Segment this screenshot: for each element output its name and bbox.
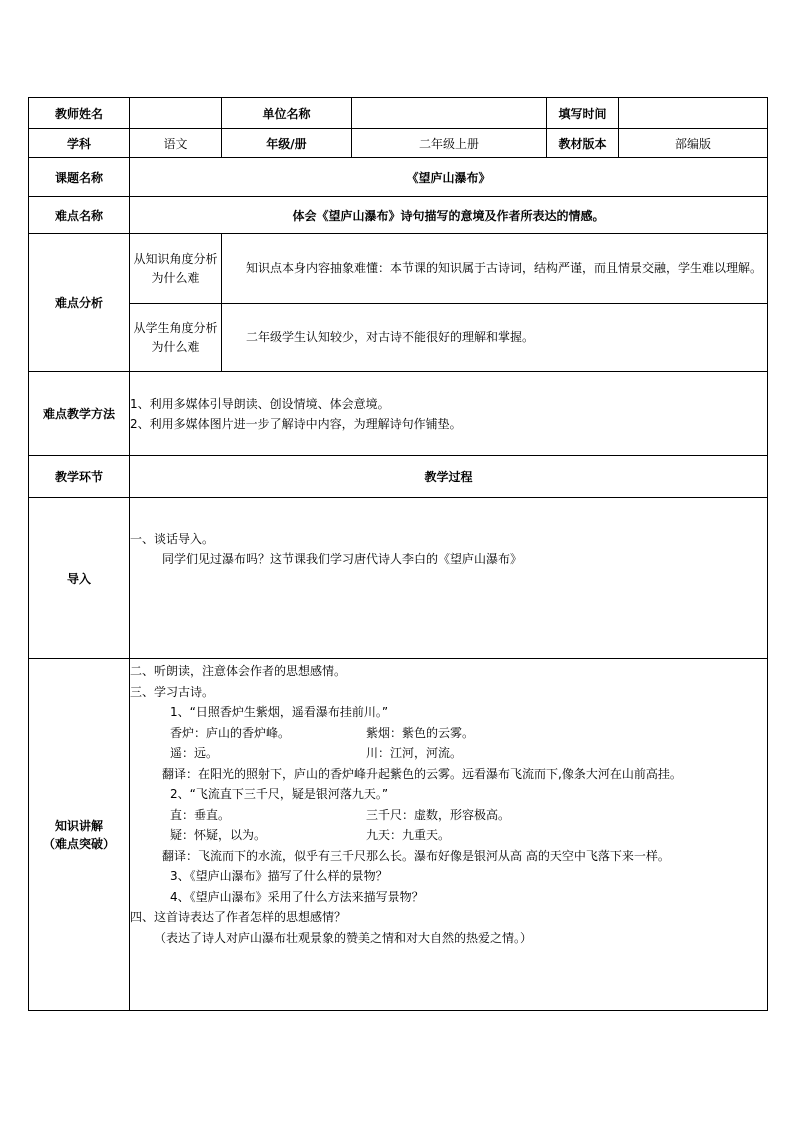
knowledge-line-5a: 遥：远。 — [170, 746, 219, 760]
grade-value: 二年级上册 — [352, 129, 547, 158]
knowledge-line-5 — [130, 743, 767, 764]
intro-label: 导入 — [29, 498, 130, 659]
methods-item-1: 1、利用多媒体引导朗读、创设情境、体会意境。 — [130, 396, 390, 411]
row-knowledge — [29, 659, 768, 1011]
methods-item-2: 2、利用多媒体图片进一步了解诗中内容，为理解诗句作铺垫。 — [130, 416, 462, 431]
fill-date-value — [619, 98, 768, 129]
knowledge-line-13: 四、这首诗表达了作者怎样的思想感情？ — [130, 910, 347, 924]
edition-value: 部编版 — [619, 129, 768, 158]
teacher-name-value — [130, 98, 222, 129]
student-angle-label: 从学生角度分析为什么难 — [130, 304, 222, 372]
knowledge-line-9b: 九天：九重天。 — [366, 828, 451, 842]
knowledge-line-11: 3、《望庐山瀑布》描写了什么样的景物？ — [170, 869, 388, 883]
row-teacher — [29, 98, 768, 129]
knowledge-content — [130, 659, 768, 1011]
knowledge-angle-text — [222, 234, 768, 304]
stage-label: 教学环节 — [29, 456, 130, 498]
difficulty-value: 体会《望庐山瀑布》诗句描写的意境及作者所表达的情感。 — [130, 197, 768, 234]
subject-label: 学科 — [29, 129, 130, 158]
lesson-title-label: 课题名称 — [29, 158, 130, 197]
row-analysis-student — [29, 304, 768, 372]
knowledge-line-4a: 香炉：庐山的香炉峰。 — [170, 725, 291, 740]
row-methods — [29, 372, 768, 456]
knowledge-line-10: 翻译：飞流而下的水流，似乎有三千尺那么长。瀑布好像是银河从高 高的天空中飞落下来一样。 — [162, 848, 670, 863]
subject-value: 语文 — [130, 129, 222, 158]
knowledge-line-6: 翻译：在阳光的照射下，庐山的香炉峰升起紫色的云雾。远看瀑布飞流而下,像条大河在山前高挂。 — [162, 766, 682, 781]
row-analysis-knowledge — [29, 234, 768, 304]
student-angle-text-content: 二年级学生认知较少，对古诗不能很好的理解和掌握。 — [246, 330, 535, 344]
knowledge-angle-label: 从知识角度分析为什么难 — [130, 234, 222, 304]
knowledge-line-9a: 疑：怀疑，以为。 — [170, 828, 267, 842]
knowledge-line-9 — [130, 825, 767, 846]
unit-name-value — [352, 98, 547, 129]
knowledge-line-5b: 川：江河，河流。 — [366, 746, 463, 760]
knowledge-angle-text-content: 知识点本身内容抽象难懂：本节课的知识属于古诗词，结构严谨，而且情景交融，学生难以理解。 — [246, 261, 763, 275]
knowledge-line-8a: 直：垂直。 — [170, 807, 231, 822]
row-lesson — [29, 158, 768, 197]
intro-line-2: 同学们见过瀑布吗？这节课我们学习唐代诗人李白的《望庐山瀑布》 — [162, 552, 523, 566]
edition-label: 教材版本 — [547, 129, 619, 158]
lesson-plan-table — [28, 97, 768, 1011]
intro-line-1: 一、谈话导入。 — [130, 532, 215, 546]
knowledge-line-8b: 三千尺：虚数，形容极高。 — [366, 807, 511, 822]
analysis-label: 难点分析 — [29, 234, 130, 372]
fill-date-label: 填写时间 — [547, 98, 619, 129]
knowledge-line-7: 2、“飞流直下三千尺，疑是银河落九天。” — [170, 787, 389, 801]
knowledge-line-3: 1、“日照香炉生紫烟，遥看瀑布挂前川。” — [170, 705, 389, 719]
row-subject — [29, 129, 768, 158]
knowledge-label — [29, 659, 130, 1011]
knowledge-line-12: 4、《望庐山瀑布》采用了什么方法来描写景物？ — [170, 889, 424, 904]
process-label: 教学过程 — [130, 456, 768, 498]
knowledge-line-4 — [130, 723, 767, 744]
row-process-header — [29, 456, 768, 498]
student-angle-text — [222, 304, 768, 372]
methods-label: 难点教学方法 — [29, 372, 130, 456]
unit-name-label: 单位名称 — [222, 98, 352, 129]
knowledge-line-1: 二、听朗读，注意体会作者的思想感情。 — [130, 664, 347, 678]
row-intro — [29, 498, 768, 659]
difficulty-label: 难点名称 — [29, 197, 130, 234]
knowledge-label-sub: （难点突破） — [42, 836, 115, 851]
methods-list — [130, 372, 768, 456]
row-difficulty — [29, 197, 768, 234]
grade-label: 年级/册 — [222, 129, 352, 158]
knowledge-line-8 — [130, 805, 767, 826]
knowledge-line-14: （表达了诗人对庐山瀑布壮观景象的赞美之情和对大自然的热爱之情。） — [154, 930, 533, 945]
teacher-name-label: 教师姓名 — [29, 98, 130, 129]
knowledge-line-2: 三、学习古诗。 — [130, 684, 215, 699]
knowledge-label-main: 知识讲解 — [54, 818, 103, 833]
knowledge-line-4b: 紫烟：紫色的云雾。 — [366, 725, 475, 740]
intro-content — [130, 498, 768, 659]
lesson-title-value: 《望庐山瀑布》 — [130, 158, 768, 197]
